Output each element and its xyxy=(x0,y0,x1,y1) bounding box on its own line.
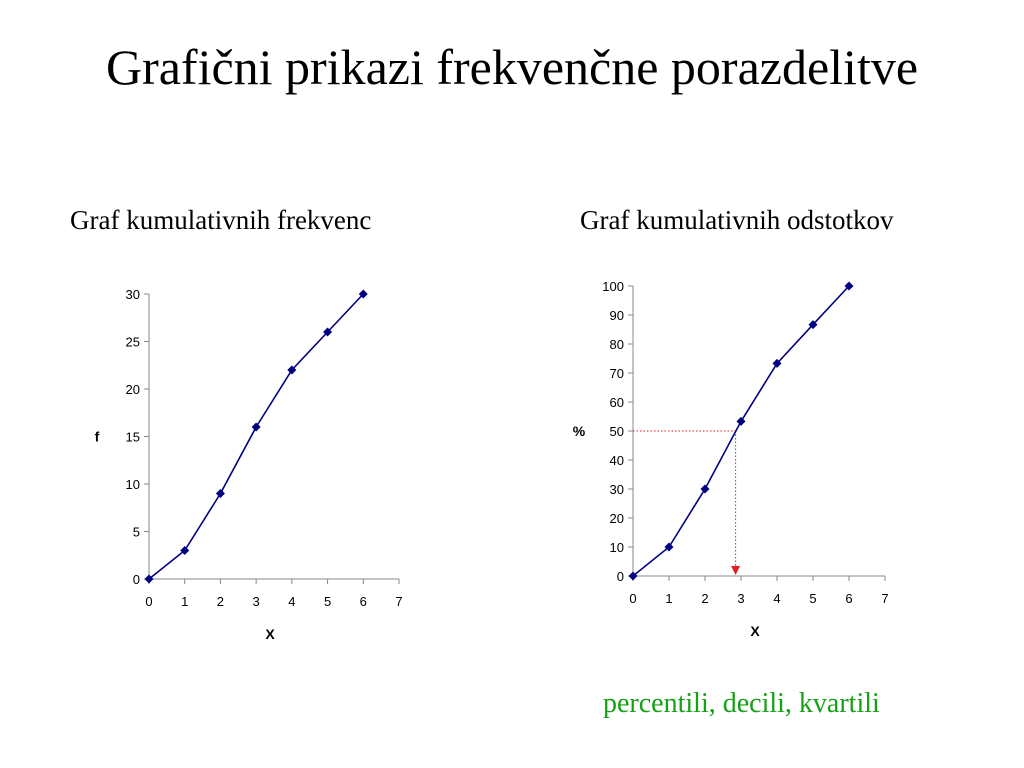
y-tick-label: 25 xyxy=(125,334,140,350)
y-tick-label: 50 xyxy=(609,424,624,439)
x-axis-label: X xyxy=(750,623,760,639)
y-tick-label: 20 xyxy=(125,382,140,397)
footer-note: percentili, decili, kvartili xyxy=(603,688,880,719)
data-point-marker xyxy=(701,485,710,494)
chart-title-cumulative-frequencies: Graf kumulativnih frekvenc xyxy=(70,205,372,235)
y-tick-label: 90 xyxy=(609,308,624,323)
data-point-marker xyxy=(737,417,746,426)
y-tick-label: 15 xyxy=(125,429,140,445)
x-tick-label: 3 xyxy=(252,594,260,609)
y-tick-label: 0 xyxy=(616,569,624,584)
y-tick-label: 40 xyxy=(609,453,624,468)
y-tick-label: 80 xyxy=(609,337,624,352)
x-tick-label: 4 xyxy=(773,591,781,606)
x-tick-label: 5 xyxy=(323,594,332,609)
x-tick-label: 6 xyxy=(845,591,853,606)
x-tick-label: 3 xyxy=(737,591,745,606)
data-point-marker xyxy=(252,423,261,432)
y-tick-label: 60 xyxy=(609,395,624,410)
y-tick-label: 70 xyxy=(609,366,624,381)
x-tick-label: 2 xyxy=(701,591,709,606)
y-axis-label: % xyxy=(572,423,586,439)
x-axis-label: X xyxy=(265,626,275,642)
y-tick-label: 30 xyxy=(125,287,140,302)
cumulative-frequency-chart xyxy=(80,270,420,650)
y-tick-label: 20 xyxy=(609,511,624,526)
y-tick-label: 5 xyxy=(132,524,140,540)
x-tick-label: 7 xyxy=(395,594,403,609)
data-point-marker xyxy=(216,489,225,498)
y-tick-label: 30 xyxy=(609,482,624,497)
x-tick-label: 5 xyxy=(809,591,817,606)
x-tick-label: 0 xyxy=(145,594,153,609)
y-axis-label: f xyxy=(94,428,100,445)
x-tick-label: 2 xyxy=(216,594,225,609)
x-tick-label: 7 xyxy=(881,591,889,606)
percentile-arrow-head xyxy=(731,566,740,575)
cumulative-percentage-chart xyxy=(560,270,910,650)
x-tick-label: 1 xyxy=(665,591,673,606)
x-tick-label: 0 xyxy=(629,591,637,606)
series-line xyxy=(149,294,363,579)
x-tick-label: 6 xyxy=(359,594,367,609)
slide-title: Grafični prikazi frekvenčne porazdelitve xyxy=(105,39,919,95)
y-tick-label: 10 xyxy=(125,477,140,492)
x-tick-label: 4 xyxy=(288,594,296,609)
y-tick-label: 0 xyxy=(132,572,140,587)
y-tick-label: 100 xyxy=(602,279,624,294)
x-tick-label: 1 xyxy=(181,594,189,609)
chart-title-cumulative-percentages: Graf kumulativnih odstotkov xyxy=(580,205,894,235)
y-tick-label: 10 xyxy=(609,540,624,555)
